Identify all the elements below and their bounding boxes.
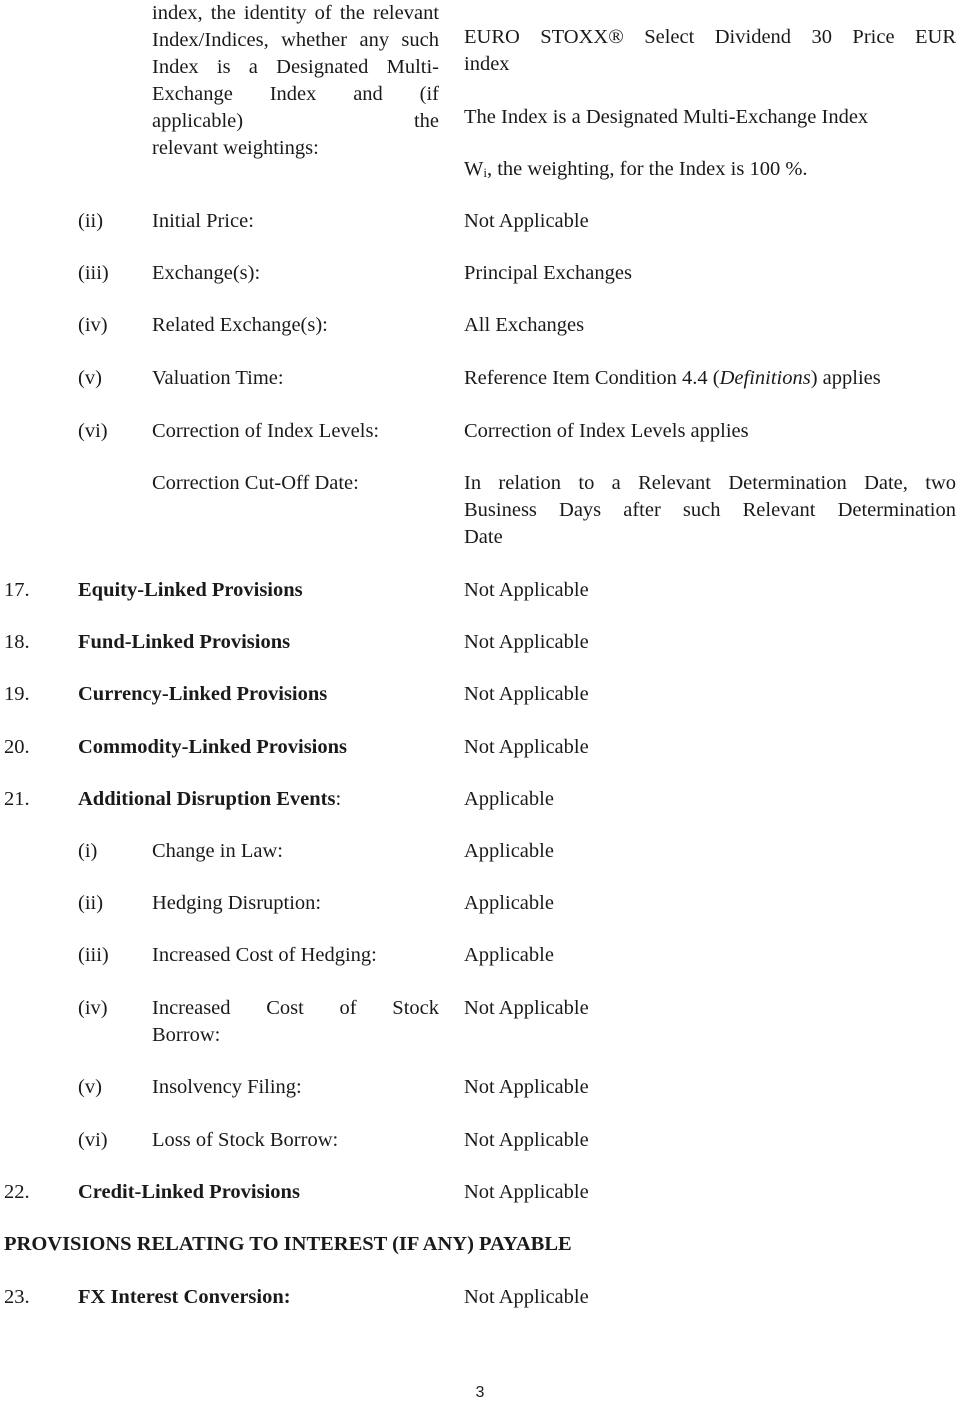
provision-number: 23. (4, 1286, 30, 1308)
page-number: 3 (475, 1384, 485, 1401)
index-identity-label-line: whether any such Index is a (152, 29, 440, 78)
index-weighting (464, 156, 808, 183)
item-value: Principal Exchanges (464, 262, 632, 284)
disruption-heading (78, 786, 341, 813)
item-value: Not Applicable (464, 1076, 589, 1098)
provision-value: Not Applicable (464, 683, 589, 705)
item-number: (iii) (78, 944, 109, 966)
item-number: (iii) (78, 262, 109, 284)
item-label: Exchange(s): (152, 262, 261, 284)
provision-number: 18. (4, 631, 30, 653)
item-number: (vi) (78, 420, 108, 442)
provision-value: Applicable (464, 788, 554, 810)
index-identity-label-line: relevant Index/Indices, (152, 2, 440, 51)
item-value: Applicable (464, 840, 554, 862)
index-name-line (464, 24, 956, 51)
item-label-line (152, 995, 439, 1022)
index-identity-label (152, 0, 439, 135)
item-number: (v) (78, 1076, 102, 1098)
item-label: Insolvency Filing: (152, 1076, 302, 1098)
item-number: (v) (78, 367, 102, 389)
item-value: Applicable (464, 944, 554, 966)
item-number: (ii) (78, 892, 104, 914)
cutoff-value-line (464, 470, 956, 497)
item-value: Not Applicable (464, 210, 589, 232)
cutoff-value-line: Date (464, 526, 503, 548)
index-identity-label-line: Designated Multi-Exchange (152, 56, 439, 105)
cutoff-text: Business Days after such Relevant Determination (464, 499, 956, 521)
cutoff-label: Correction Cut-Off Date: (152, 472, 359, 494)
item-value: Correction of Index Levels applies (464, 420, 749, 442)
item-number: (ii) (78, 210, 104, 232)
provision-value: Not Applicable (464, 1181, 589, 1203)
provision-number: 21. (4, 788, 30, 810)
provision-value: Not Applicable (464, 1286, 589, 1308)
valuation-value-italic: Definitions (719, 367, 811, 389)
provision-number: 19. (4, 683, 30, 705)
item-label: Valuation Time: (152, 367, 284, 389)
valuation-value-pre: Reference Item Condition 4.4 ( (464, 367, 720, 389)
index-designation: The Index is a Designated Multi-Exchange Index (464, 106, 869, 128)
index-name-line2: index (464, 53, 510, 75)
provision-label: Equity-Linked Provisions (78, 579, 303, 601)
disruption-label: Additional Disruption Events (78, 788, 336, 810)
cutoff-value-line (464, 497, 956, 524)
provision-number: 22. (4, 1181, 30, 1203)
weighting-symbol: W (464, 158, 484, 180)
item-label-text: Increased Cost of Stock (152, 997, 439, 1019)
item-value: Not Applicable (464, 1129, 589, 1151)
provision-label: FX Interest Conversion: (78, 1286, 291, 1308)
item-label: Change in Law: (152, 840, 283, 862)
item-number: (iv) (78, 997, 108, 1019)
index-identity-label-line: Index and (if applicable) the (152, 83, 440, 132)
index-identity-label-last-line: relevant weightings: (152, 137, 319, 159)
weighting-text: , the weighting, for the Index is 100 %. (486, 158, 808, 180)
item-value: Applicable (464, 892, 554, 914)
cutoff-text: In relation to a Relevant Determination Date, two (464, 472, 956, 494)
item-value: All Exchanges (464, 314, 585, 336)
provision-label: Currency-Linked Provisions (78, 683, 328, 705)
item-label: Increased Cost of Hedging: (152, 944, 377, 966)
item-label: Initial Price: (152, 210, 254, 232)
provision-value: Not Applicable (464, 579, 589, 601)
item-label-line: Borrow: (152, 1024, 221, 1046)
index-name-text: EURO STOXX® Select Dividend 30 Price EUR (464, 26, 956, 48)
provision-label: Credit-Linked Provisions (78, 1181, 300, 1203)
item-label: Hedging Disruption: (152, 892, 322, 914)
item-number: (iv) (78, 314, 108, 336)
item-number: (i) (78, 840, 98, 862)
item-label: Loss of Stock Borrow: (152, 1129, 339, 1151)
weighting-subscript: i (483, 165, 487, 180)
item-label: Correction of Index Levels: (152, 420, 380, 442)
disruption-colon: : (335, 788, 342, 810)
item-number: (vi) (78, 1129, 108, 1151)
provision-number: 20. (4, 736, 30, 758)
item-label: Related Exchange(s): (152, 314, 328, 336)
section-heading: PROVISIONS RELATING TO INTEREST (IF ANY) PAYABLE (4, 1233, 572, 1255)
provision-value: Not Applicable (464, 631, 589, 653)
valuation-value (464, 365, 881, 392)
provision-label: Commodity-Linked Provisions (78, 736, 348, 758)
provision-number: 17. (4, 579, 30, 601)
provision-value: Not Applicable (464, 736, 589, 758)
index-identity-label-line: index, the identity of the (152, 2, 365, 24)
valuation-value-post: ) applies (810, 367, 881, 389)
item-value: Not Applicable (464, 997, 589, 1019)
provision-label: Fund-Linked Provisions (78, 631, 291, 653)
